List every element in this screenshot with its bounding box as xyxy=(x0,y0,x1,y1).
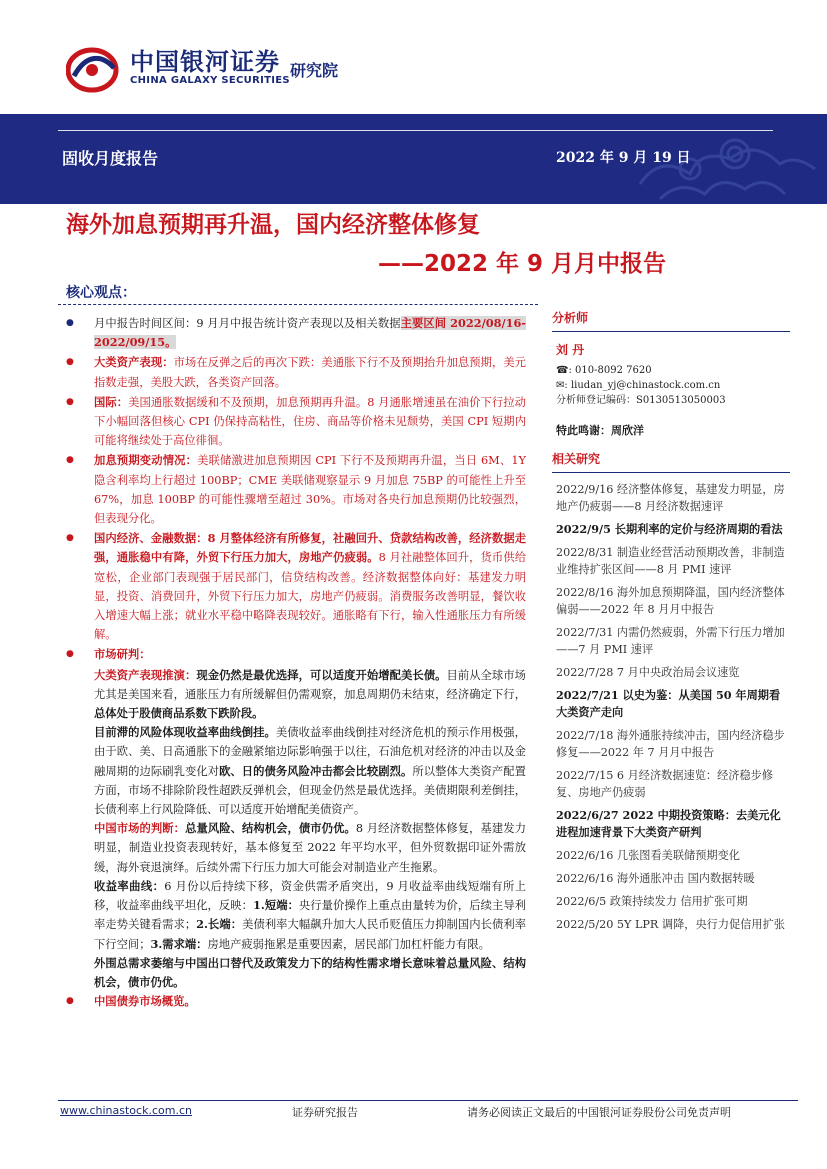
related-research-item[interactable]: 2022/5/20 5Y LPR 调降，央行力促信用扩张 xyxy=(556,918,785,931)
footer-disclaimer: 请务必阅读正文最后的中国银河证券股份公司免责声明 xyxy=(467,1106,731,1119)
brand-name-cn: 中国银河证券 xyxy=(130,48,280,76)
outlook-yield-inversion: 目前滞的风险体现收益率曲线倒挂。美债收益率曲线倒挂对经济危机的预示作用极强，由于欧、美、日高通胀下的金融紧缩边际影响强于以往，石油危机对经济的冲击以及金融周期的边际刷乳变化对欧、日的债务风险冲击都会比较剧烈。所以整体大类资产配置方面，市场不排除阶段性超跌反弹机会，但现金仍然是最优选择。美债期限利差倒挂，长债利率上行风险降低、可以适度开始增配美债资产。 xyxy=(94,725,526,817)
related-research-item[interactable]: 2022/6/27 2022 中期投资策略：去美元化进程加速背景下大类资产研判 xyxy=(556,808,781,839)
galaxy-logo-icon xyxy=(66,46,122,94)
brand-subtitle: 研究院 xyxy=(290,61,339,80)
outlook-china-market: 中国市场的判断：总量风险、结构机会，债市仍优。8 月经济数据整体修复，基建发力明显，制造业投资表现转好，基本修复至 2022 年平均水平，但外贸数据印证外需放缓，海外衰退演绎。后续外需下行压力加大可能会对制造业产生拖累。 xyxy=(94,821,526,874)
outlook-asset-projection: 大类资产表现推演：现金仍然是最优选择，可以适度开始增配美长债。目前从全球市场尤其是美国来看，通胀压力有所缓解但仍需观察，加息周期仍未结束，经济确定下行，总体处于股债商品系数下跌阶段。 xyxy=(94,667,526,721)
related-research-heading: 相关研究 xyxy=(552,451,790,473)
period-highlight: 主要区间 2022/08/16-2022/09/15。 xyxy=(94,316,526,350)
report-date: 2022 年 9 月 19 日 xyxy=(556,150,691,166)
related-research-item[interactable]: 2022/7/15 6 月经济数据速览：经济稳步修复、房地产仍疲弱 xyxy=(556,769,774,799)
core-views-rule xyxy=(58,304,538,306)
report-title: 海外加息预期再升温，国内经济整体修复 xyxy=(66,212,480,238)
core-views-body xyxy=(64,314,526,1012)
bullet-period: ● 月中报告时间区间：9 月月中报告统计资产表现以及相关数据主要区间 2022/08/16-2022/09/15。 xyxy=(64,314,526,352)
related-research-item[interactable]: 2022/7/31 内需仍然疲弱，外需下行压力增加——7 月 PMI 速评 xyxy=(556,626,785,656)
bullet-asset-performance: ● 大类资产表现：市场在反弹之后的再次下跌：美通胀下行不及预期抬升加息预期，美元指数走强，美股大跌，各类资产回落。 xyxy=(64,353,526,391)
analyst-phone: ☎: 010-8092 7620 xyxy=(556,365,652,376)
analyst-heading: 分析师 xyxy=(552,310,790,332)
brand-name-en: CHINA GALAXY SECURITIES xyxy=(130,75,290,86)
related-research-item[interactable]: 2022/6/5 政策持续发力 信用扩张可期 xyxy=(556,895,748,908)
bullet-market-outlook: ● 市场研判： xyxy=(64,645,526,664)
related-research-item[interactable]: 2022/8/31 制造业经营活动预期改善，非制造业维持扩张区间——8 月 PMI 速评 xyxy=(556,546,785,576)
related-research-item[interactable]: 2022/9/16 经济整体修复，基建发力明显，房地产仍疲弱——8 月经济数据速评 xyxy=(556,483,785,513)
report-type: 固收月度报告 xyxy=(62,149,159,168)
bullet-domestic-economy: ● 国内经济、金融数据：8 月整体经济有所修复，社融回升、贷款结构改善，经济数据走强，通胀稳中有降，外贸下行压力加大，房地产仍疲弱。8 月社融整体回升，货币供给宽松，企业部门表现强于居民部门，信贷结构改善。经济数据整体向好：基建发力明显，投资、消费回升，外贸下行压力加大，房地产仍疲弱。消费服务改善明显，餐饮收入增速大幅上涨；就业水平稳中略降表现较好。通胀略有下行，输入性通胀压力有所缓解。 xyxy=(64,529,526,644)
related-research-list xyxy=(552,481,790,933)
related-research-item[interactable]: 2022/7/18 海外通胀持续冲击，国内经济稳步修复——2022 年 7 月月中报告 xyxy=(556,729,785,759)
analyst-email[interactable]: ✉: liudan_yj@chinastock.com.cn xyxy=(556,380,721,391)
bullet-bond-overview: ● 中国债券市场概览。 xyxy=(64,992,526,1011)
related-research-item[interactable]: 2022/8/16 海外加息预期降温，国内经济整体偏弱——2022 年 8 月月中报告 xyxy=(556,586,785,616)
bullet-rate-hike: ● 加息预期变动情况：美联储激进加息预期因 CPI 下行不及预期再升温，当日 6M、1Y 隐含利率均上行超过 100BP；CME 美联储观察显示 9 月加息 75BP 的可能性上升至 67%，加息 100BP 的可能性骤增至超过 30%。市场对各央行加息预期仍比较强烈，但表现分化。 xyxy=(64,451,526,528)
outlook-conclusion: 外围总需求萎缩与中国出口替代及政策发力下的结构性需求增长意味着总量风险、结构机会，债市仍优。 xyxy=(94,955,526,989)
banner-divider xyxy=(58,130,773,131)
acknowledgement: 特此鸣谢：周欣洋 xyxy=(556,424,644,437)
analyst-name: 刘 丹 xyxy=(556,343,585,357)
related-research-item[interactable]: 2022/7/21 以史为鉴：从美国 50 年周期看大类资产走向 xyxy=(556,688,781,719)
footer-website-link[interactable]: www.chinastock.com.cn xyxy=(60,1104,192,1117)
sidebar xyxy=(552,310,790,939)
email-icon: ✉ xyxy=(556,380,565,391)
footer-label: 证券研究报告 xyxy=(292,1106,358,1119)
footer-rule xyxy=(58,1100,798,1101)
related-research-item[interactable]: 2022/6/16 几张图看美联储预期变化 xyxy=(556,849,740,862)
outlook-yield-curve: 收益率曲线：6 月份以后持续下移，资金供需矛盾突出，9 月收益率曲线短端有所上移，收益率曲线平坦化，反映：1.短端：央行量价操作上重点由量转为价，后续主导利率走势关键看需求；2.长端：美债利率大幅飙升加大人民币贬值压力抑制国内长债利率下行空间；3.需求端：房地产疲弱拖累是重要因素，居民部门加杠杆能力有限。 xyxy=(94,878,526,951)
core-views-heading: 核心观点： xyxy=(66,285,136,301)
bullet-international: ● 国际：美国通胀数据缓和不及预期，加息预期再升温。8 月通胀增速虽在油价下行拉动下小幅回落但核心 CPI 仍保持高粘性，住房、商品等价格未见颓势，美国 CPI 短期内可能将继续处于高位徘徊。 xyxy=(64,393,526,451)
related-research-item[interactable]: 2022/7/28 7 月中央政治局会议速览 xyxy=(556,666,740,679)
related-research-item[interactable]: 2022/6/16 海外通胀冲击 国内数据转暖 xyxy=(556,872,755,885)
report-subtitle: ——2022 年 9 月月中报告 xyxy=(378,251,667,277)
phone-icon: ☎ xyxy=(556,365,569,376)
analyst-registration: 分析师登记编码：S0130513050003 xyxy=(556,395,726,406)
related-research-item[interactable]: 2022/9/5 长期利率的定价与经济周期的看法 xyxy=(556,522,783,536)
